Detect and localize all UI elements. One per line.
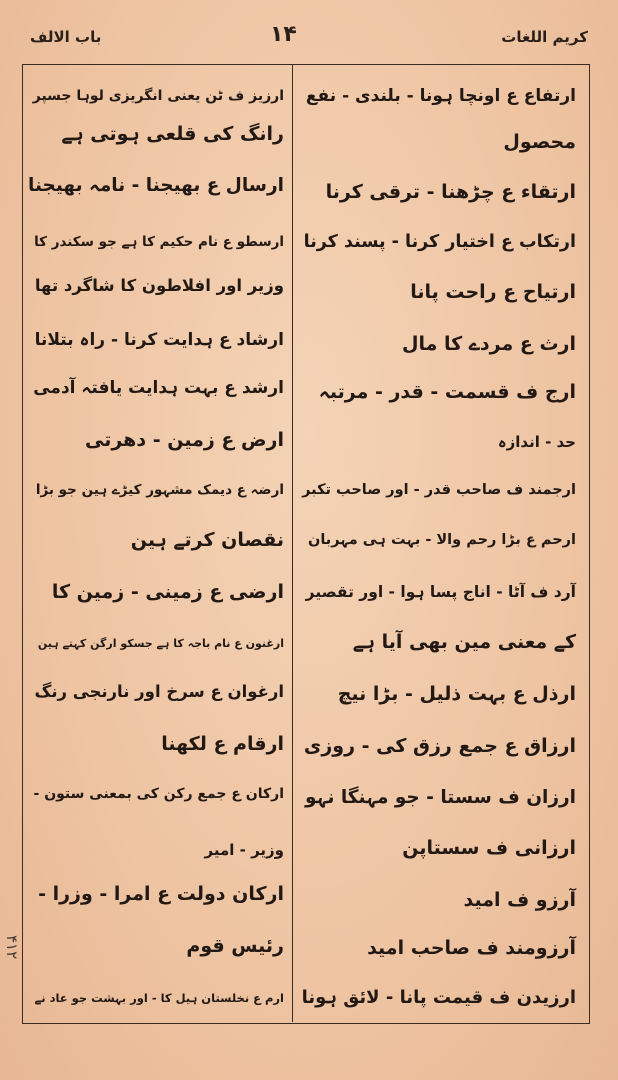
entry-line: ارغنون ع نام باجہ کا ہے جسکو ارگن کہتے ہین [37,637,284,650]
entry-line: آرزومند ف صاحب امید [367,937,576,959]
left-column [28,70,284,1018]
entry-line: ارحم ع بڑا رحم والا - بہت ہی مہربان [307,532,576,548]
entry-line: کے معنی مین بھی آیا ہے [352,631,576,653]
entry-line: آرزو ف امید [463,889,576,911]
entry-line: ارشاد ع ہدایت کرنا - راہ بتلانا [34,330,284,350]
entry-line: ارزانی ف سستاپن [402,837,576,859]
entry-line: ارکان دولت ع امرا - وزرا - [38,883,284,905]
entry-line: ارضہ ع دیمک مشہور کیڑے ہین جو بڑا [35,482,284,498]
entry-line: ارجمند ف صاحب قدر - اور صاحب تکبر [302,482,576,498]
entry-line: ارم ع نخلستان ہیل کا - اور بہشت جو عاد نے [34,991,284,1005]
entry-line: ارتیاح ع راحت پانا [410,281,576,303]
entry-line: ارج ف قسمت - قدر - مرتبہ [318,381,576,403]
entry-line: حد - اندازہ [497,433,576,451]
entry-line: رانگ کی قلعی ہوتی ہے [61,123,284,145]
entry-line: ارضی ع زمینی - زمین کا [51,581,284,603]
entry-line: ارکان ع جمع رکن کی بمعنی ستون - [33,786,284,802]
entry-line: ارزیدن ف قیمت پانا - لائق ہونا [301,987,576,1008]
entry-line: ارقام ع لکھنا [161,733,284,755]
header-title-right: کریم اللغات [501,28,588,46]
entry-line: وزیر - امیر [204,841,284,859]
entry-line: نقصان کرتے ہین [130,529,284,551]
entry-line: ارزان ف سستا - جو مہنگا نہو [305,787,576,808]
entry-line: ارغوان ع سرخ اور نارنجی رنگ [34,682,284,701]
entry-line: ارض ع زمین - دھرتی [85,429,284,451]
entry-line: وزیر اور افلاطون کا شاگرد تھا [34,276,284,295]
right-column [300,70,576,1018]
entry-line: ارزیز ف ٹن یعنی انگریزی لوہا جسپر [32,88,284,104]
entry-line: ارتفاع ع اونچا ہونا - بلندی - نفع [305,86,576,106]
header-title-left: باب الالف [30,28,102,46]
entry-line: ارتکاب ع اختیار کرنا - پسند کرنا [303,232,576,252]
column-divider [292,64,293,1022]
entry-line: آرد ف آٹا - اناج پسا ہوا - اور تقصیر [305,583,576,601]
entry-line: ارسال ع بھیجنا - نامہ بھیجنا [28,175,284,196]
entry-line: ارتقاء ع چڑھنا - ترقی کرنا [325,181,576,203]
entry-line: ارذل ع بہت ذلیل - بڑا نیچ [337,683,576,705]
entry-line: ارسطو ع نام حکیم کا ہے جو سکندر کا [34,234,284,250]
entry-line: ارث ع مردے کا مال [401,333,576,355]
entry-line: محصول [503,131,576,153]
entry-line: ارزاق ع جمع رزق کی - روزی [303,735,576,757]
page-number: ۱۴ [270,22,297,47]
entry-line: ارشد ع بہت ہدایت یافتہ آدمی [33,378,284,398]
margin-note: ۴۱۲ [3,935,21,960]
entry-line: رئیس قوم [186,935,284,957]
